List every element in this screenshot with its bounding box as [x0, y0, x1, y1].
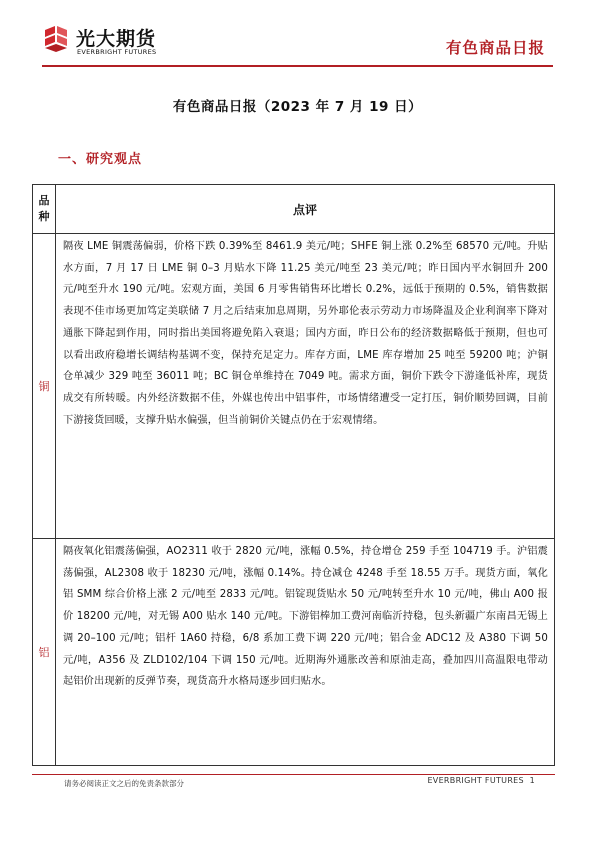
- category-copper: 铜: [33, 234, 56, 539]
- footer-disclaimer: 请务必阅读正文之后的免责条款部分: [64, 779, 184, 788]
- company-logo: [42, 24, 172, 60]
- header-category: 品 种: [33, 185, 56, 234]
- logo-mark-icon: [42, 24, 70, 54]
- footer-divider: [32, 774, 555, 775]
- comment-aluminum: 隔夜氧化铝震荡偏强，AO2311 收于 2820 元/吨，涨幅 0.5%，持仓增仓 259 手至 104719 手。沪铝震荡偏强，AL2308 收于 18230 元/吨，涨幅 0.14%。持仓减仓 4248 手至 18.55 万手。现货方面，氧化铝 SMM 综合价格上涨 2 元/吨至 2833 元/吨。铝锭现货贴水 50 元/吨转至升水 10 元/吨，佛山 A00 报价 18200 元/吨，对无锡 A00 贴水 140 元/吨。下游铝棒加工费河南临沂持稳，包头新疆广东南昌无锡上调 20–100 元/吨；铝杆 1A60 持稳，6/8 系加工费下调 220 元/吨；铝合金 ADC12 及 A380 下调 50 元/吨，A356 及 ZLD102/104 下调 150 元/吨。近期海外通胀改善和原油走高，叠加四川高温限电带动起铝价出现新的反弹节奏，现货高升水格局逐步回归贴水。: [56, 539, 555, 766]
- footer-company: EVERBRIGHT FUTURES: [427, 776, 524, 785]
- header-comment: 点评: [56, 185, 555, 234]
- table-row: [33, 539, 555, 766]
- logo-english-name: EVERBRIGHT FUTURES: [77, 48, 157, 56]
- header-divider: [42, 65, 553, 67]
- table-header-row: [33, 185, 555, 234]
- footer-right: [427, 776, 535, 785]
- commentary-table: [32, 184, 555, 766]
- section-heading: 一、研究观点: [58, 152, 143, 167]
- comment-copper: 隔夜 LME 铜震荡偏弱，价格下跌 0.39%至 8461.9 美元/吨；SHFE 铜上涨 0.2%至 68570 元/吨。升贴水方面，7 月 17 日 LME 铜 0–3 月贴水下降 11.25 美元/吨至 23 美元/吨；昨日国内平水铜回升 200 元/吨至升水 190 元/吨。宏观方面，美国 6 月零售销售环比增长 0.2%，远低于预期的 0.5%，销售数据表现不佳市场更加笃定美联储 7 月之后结束加息周期，另外耶伦表示劳动力市场降温及企业利润率下降对通胀下降起到作用，同时指出美国将避免陷入衰退；国内方面，昨日公布的经济数据略低于预期，但也可以看出政府稳增长调结构基调不变，保持充足定力。库存方面，LME 库存增加 25 吨至 59200 吨；沪铜仓单减少 329 吨至 36011 吨；BC 铜仓单维持在 7049 吨。需求方面，铜价下跌令下游逢低补库，现货成交有所转暖。内外经济数据不佳，外媒也传出中铝事件，市场情绪遭受一定打压，铜价顺势回调，目前下游接货回暖，支撑升贴水偏强，但当前铜价关键点仍在于宏观情绪。: [56, 234, 555, 539]
- category-aluminum: 铝: [33, 539, 56, 766]
- table-row: [33, 234, 555, 539]
- page-number: 1: [529, 776, 535, 785]
- logo-chinese-name: 光大期货: [76, 28, 157, 50]
- report-type: 有色商品日报: [445, 39, 545, 57]
- document-title: 有色商品日报（2023 年 7 月 19 日）: [172, 99, 423, 115]
